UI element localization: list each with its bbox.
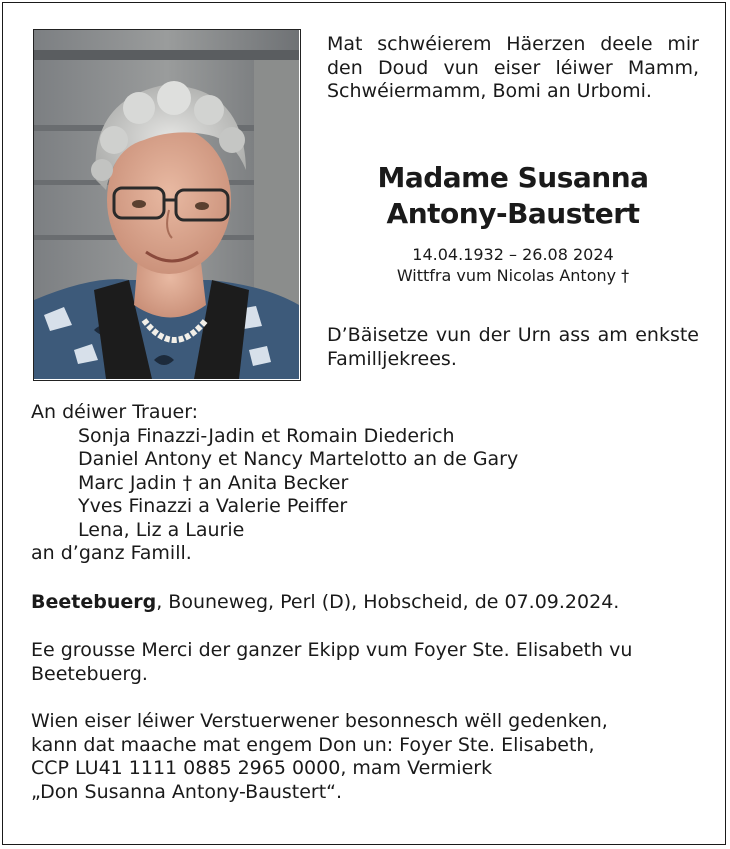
donation-line: CCP LU41 1111 0885 2965 0000, mam Vermierk	[31, 757, 493, 779]
deceased-name	[327, 160, 699, 232]
donation-line: kann dat maache mat engem Don un: Foyer Ste. Elisabeth,	[31, 733, 595, 756]
family-line: Sonja Finazzi-Jadin et Romain Diederich	[78, 424, 455, 447]
mourning-heading: An déiwer Trauer:	[31, 401, 199, 423]
intro-text: Mat schwéierem Häerzen deele mir den Doud vun eiser léiwer Mamm, Schwéiermamm, Bomi an Urbomi.	[327, 33, 699, 102]
family-line: Lena, Liz a Laurie	[78, 518, 245, 541]
donation-line: „Don Susanna Antony-Baustert“.	[31, 780, 343, 803]
widow-of: Wittfra vum Nicolas Antony †	[396, 266, 630, 285]
donation-notice	[31, 710, 701, 804]
portrait-photo	[33, 29, 301, 381]
life-dates-block	[327, 244, 699, 286]
life-dates: 14.04.1932 – 26.08 2024	[412, 245, 614, 264]
deceased-name-line-2: Antony-Baustert	[386, 197, 640, 230]
place-rest: , Bouneweg, Perl (D), Hobscheid, de 07.09.2024.	[156, 591, 620, 613]
mourning-list	[31, 401, 711, 566]
family-line: Marc Jadin † an Anita Becker	[78, 471, 349, 494]
place-town: Beetebuerg	[31, 591, 157, 613]
family-line: Yves Finazzi a Valerie Peiffer	[78, 495, 348, 517]
thanks-text: Ee grousse Merci der ganzer Ekipp vum Foyer Ste. Elisabeth vu Beetebuerg.	[31, 639, 633, 685]
donation-line: Wien eiser léiwer Verstuerwener besonnesch wëll gedenken,	[31, 710, 608, 732]
funeral-notice: D’Bäisetze vun der Urn ass am enkste Familljekrees.	[327, 324, 699, 370]
place-date-line	[31, 591, 711, 615]
deceased-name-line-1: Madame Susanna	[377, 161, 649, 194]
family-line: Daniel Antony et Nancy Martelotto an de Gary	[78, 448, 519, 470]
mourning-closing: an d’ganz Famill.	[31, 542, 192, 564]
